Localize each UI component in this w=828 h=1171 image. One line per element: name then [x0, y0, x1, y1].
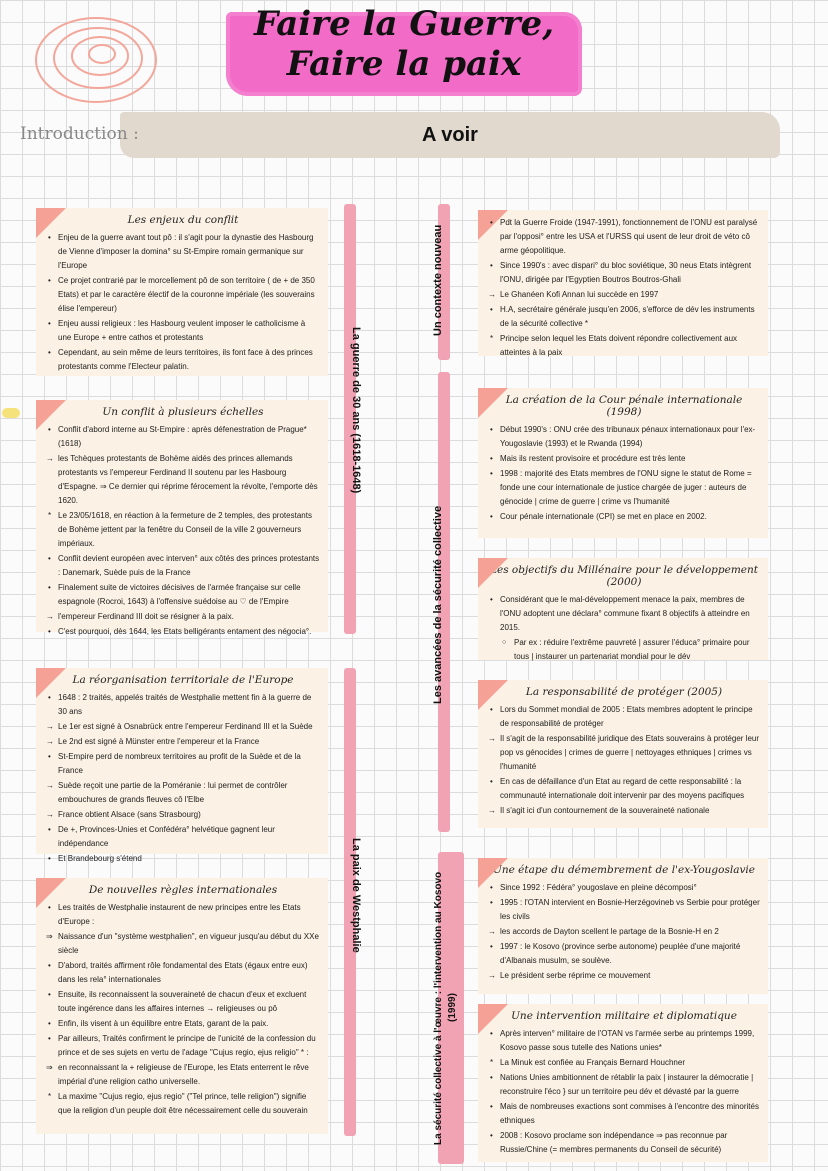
list-item: • Since 1992 : Fédéra° yougoslave en pleine décomposi°	[488, 881, 760, 895]
list-item: → Le 1er est signé à Osnabrück entre l'empereur Ferdinand III et la Suède	[46, 720, 320, 734]
list-item: • St-Empire perd de nombreux territoires au profit de la Suède et de la France	[46, 750, 320, 778]
card-cpi	[478, 388, 768, 538]
list-item: • Ce projet contrarié par le morcellement pô de son territoire ( de + de 350 Etats) et par le caractère électif de la couronne impériale (les souverains élise l'empereur)	[46, 274, 320, 316]
list-item: • 1995 : l'OTAN intervient en Bosnie-Herzégovineb vs Serbie pour protéger les civils	[488, 896, 760, 924]
card-yougoslavie	[478, 858, 768, 994]
card-title: La responsabilité de protéger (2005)	[525, 686, 723, 698]
card-enjeux-conflit	[36, 208, 328, 376]
list-item: • Considérant que le mal-développement menace la paix, membres de l'ONU adoptent une déclara° commune fixant 8 objectifs à atteindre en 2015.	[488, 593, 760, 635]
list-item: • Since 1990's : avec dispari° du bloc soviétique, 30 neus Etats intègrent l'ONU, dirigée par l'Egyptien Boutros Boutros-Ghali	[488, 259, 760, 287]
list-item: • Début 1990's : ONU crée des tribunaux pénaux internationaux pour l'ex-Yougoslavie (1993) et le Rwanda (1994)	[488, 423, 760, 451]
card-list	[488, 881, 760, 983]
list-item: → France obtient Alsace (sans Strasbourg)	[46, 808, 320, 822]
card-list	[46, 901, 320, 1118]
list-item: * La maxime "Cujus regio, ejus regio" ("Tel prince, telle religion") signifie que la religion d'un peuple doit être nécessairement celle du souverain	[46, 1090, 320, 1118]
card-list	[488, 423, 760, 524]
list-item: → Il s'agit ici d'un contournement de la souveraineté nationale	[488, 804, 760, 818]
list-item: • Cependant, au sein même de leurs territoires, ils font face à des princes protestants comme l'Electeur palatin.	[46, 346, 320, 374]
card-title: Une étape du démembrement de l'ex-Yougoslavie	[493, 864, 755, 876]
card-reorganisation	[36, 668, 328, 863]
card-responsabilite-proteger	[478, 680, 768, 828]
list-item: • Lors du Sommet mondial de 2005 : Etats membres adoptent le principe de responsabilité de protéger	[488, 703, 760, 731]
list-item: • De +, Provinces-Unies et Confédéra° helvétique gagnent leur indépendance	[46, 823, 320, 851]
list-item: * Principe selon lequel les Etats doivent répondre collectivement aux atteintes à la paix	[488, 332, 760, 360]
card-title: La création de la Cour pénale internationale (1998)	[505, 394, 743, 418]
section-label-contexte: Un contexte nouveau	[432, 224, 444, 336]
list-item: • Conflit d'abord interne au St-Empire : après défenestration de Prague* (1618)	[46, 423, 320, 451]
list-item: → Il s'agit de la responsabilité juridique des Etats souverains à protéger leur pop vs génocides | crimes de guerre | nettoyages ethniques | crimes vs l'humanité	[488, 732, 760, 774]
page-title: Faire la Guerre, Faire la paix	[253, 4, 555, 84]
list-item: • C'est pourquoi, dès 1644, les Etats belligérants entament des négocia°.	[46, 625, 320, 639]
card-list	[488, 1027, 760, 1157]
list-item: ⇒ en reconnaissant la + religieuse de l'Europe, les Etats enterrent le rêve impérial d'une religion catho universelle.	[46, 1061, 320, 1089]
list-item: → Le président serbe réprime ce mouvement	[488, 969, 760, 983]
list-item: ⇒ Naissance d'un "système westphalien", en vigueur jusqu'au début du XXe siècle	[46, 930, 320, 958]
section-label-guerre-30-ans: La guerre de 30 ans (1618-1648)	[350, 326, 362, 494]
card-list	[46, 691, 320, 866]
card-list	[46, 231, 320, 374]
highlight-mark	[2, 408, 20, 418]
card-millenaire	[478, 558, 768, 660]
spiral-doodle	[18, 8, 158, 118]
card-title: Les enjeux du conflit	[127, 214, 239, 226]
list-item: • 2008 : Kosovo proclame son indépendance ⇒ pas reconnue par Russie/Chine (= membres permanents du Conseil de sécurité)	[488, 1129, 760, 1157]
card-list	[46, 423, 320, 639]
list-item: * La Minuk est confiée au Français Bernard Houchner	[488, 1056, 760, 1070]
card-title: Un conflit à plusieurs échelles	[102, 406, 264, 418]
list-item: • Finalement suite de victoires décisives de l'armée française sur celle espagnole (Rocroi, 1643) à l'offensive suédoise au ♡ de l'Empire	[46, 581, 320, 609]
card-list	[488, 703, 760, 818]
list-item: • Par ailleurs, Traités confirment le principe de l'unicité de la confession du prince et de ses sujets en vertu de l'adage "Cujus regio, ejus religio" * :	[46, 1032, 320, 1060]
list-item: • Enjeu de la guerre avant tout pô : il s'agit pour la dynastie des Hasbourg de Vienne d'imposer la domina° su St-Empire romain germanique sur l'Europe	[46, 231, 320, 273]
card-title: De nouvelles règles internationales	[88, 884, 278, 896]
list-item: • Pdt la Guerre Froide (1947-1991), fonctionnement de l'ONU est paralysé par l'opposi° entre les USA et l'URSS qui usent de leur droit de véto cô arme géopolitique.	[488, 216, 760, 258]
list-item: • Mais ils restent provisoire et procédure est très lente	[488, 452, 760, 466]
list-item: • Cour pénale internationale (CPI) se met en place en 2002.	[488, 510, 760, 524]
list-item: → Le Ghanéen Kofi Annan lui succède en 1997	[488, 288, 760, 302]
list-item: • D'abord, traités affirment rôle fondamental des Etats (égaux entre eux) dans les rela° internationales	[46, 959, 320, 987]
list-item: ○ Par ex : réduire l'extrême pauvreté | assurer l'éduca° primaire pour tous | instaurer un partenariat mondial pour le dév	[488, 636, 760, 664]
list-item: • 1998 : majorité des Etats membres de l'ONU signe le statut de Rome = fonde une cour internationale de justice chargée de juger : auteurs de génocide | crime de guerre | crime vs l'humanité	[488, 467, 760, 509]
list-item: • Enjeu aussi religieux : les Hasbourg veulent imposer le catholicisme à une Europe + entre cathos et protestants	[46, 317, 320, 345]
list-item: • 1997 : le Kosovo (province serbe autonome) peuplée d'une majorité d'Albanais musulm, se soulève.	[488, 940, 760, 968]
list-item: → Suède reçoit une partie de la Poméranie : lui permet de contrôler embouchures de grands fleuves cô l'Elbe	[46, 779, 320, 807]
intro-value: A voir	[422, 124, 478, 146]
list-item: • Et Brandebourg s'étend	[46, 852, 320, 866]
section-label-avancees: Les avancées de la sécurité collective	[432, 505, 444, 705]
list-item: • Enfin, ils visent à un équilibre entre Etats, garant de la paix.	[46, 1017, 320, 1031]
card-title: Les objectifs du Millénaire pour le développement (2000)	[490, 564, 758, 588]
card-intervention	[478, 1004, 768, 1162]
section-label-paix-westphalie: La paix de Westphalie	[350, 837, 362, 953]
intro-label: Introduction :	[20, 124, 139, 144]
list-item: • Mais de nombreuses exactions sont commises à l'encontre des minorités ethniques	[488, 1100, 760, 1128]
list-item: • H.A, secrétaire générale jusqu'en 2006, s'efforce de dév les instruments de la sécurité collective *	[488, 303, 760, 331]
card-list	[488, 216, 760, 360]
list-item: → les Tchèques protestants de Bohème aidés des princes allemands protestants vs l'empereur Ferdinand II soutenu par les Hasbourg d'Espagne. ⇒ Ce dernier qui réprime férocement la révolte, l'emporte dès 1620.	[46, 452, 320, 508]
card-title: La réorganisation territoriale de l'Europe	[72, 674, 294, 686]
list-item: • Ensuite, ils reconnaissent la souveraineté de chacun d'eux et excluent toute ingérence dans les affaires internes → religieuses ou pô	[46, 988, 320, 1016]
list-item: • Les traités de Westphalie instaurent de new principes entre les Etats d'Europe :	[46, 901, 320, 929]
list-item: • 1648 : 2 traités, appelés traités de Westphalie mettent fin à la guerre de 30 ans	[46, 691, 320, 719]
list-item: • En cas de défaillance d'un Etat au regard de cette responsabilité : la communauté internationale doit intervenir par des moyens pacifiques	[488, 775, 760, 803]
card-list	[488, 593, 760, 664]
list-item: → Le 2nd est signé à Münster entre l'empereur et la France	[46, 735, 320, 749]
list-item: → les accords de Dayton scellent le partage de la Bosnie-H en 2	[488, 925, 760, 939]
list-item: • Nations Unies ambitionnent de rétablir la paix | instaurer la démocratie | reconstruire l'éco } sur un territoire peu dév et dévasté par la guerre	[488, 1071, 760, 1099]
list-item: • Conflit devient européen avec interven° aux côtés des princes protestants : Danemark, Suède puis de la France	[46, 552, 320, 580]
section-label-oeuvre: La sécurité collective à l'œuvre : l'intervention au Kosovo (1999)	[433, 871, 458, 1145]
list-item: → l'empereur Ferdinand III doit se résigner à la paix.	[46, 610, 320, 624]
card-title: Une intervention militaire et diplomatique	[511, 1010, 737, 1022]
card-contexte	[478, 210, 768, 356]
card-nouvelles-regles	[36, 878, 328, 1134]
card-conflit-echelles	[36, 400, 328, 636]
list-item: * Le 23/05/1618, en réaction à la fermeture de 2 temples, des protestants de Bohème jettent par la fenêtre du Conseil de la ville 2 gouverneurs impériaux.	[46, 509, 320, 551]
list-item: • Après interven° militaire de l'OTAN vs l'armée serbe au printemps 1999, Kosovo passe sous tutelle des Nations unies*	[488, 1027, 760, 1055]
